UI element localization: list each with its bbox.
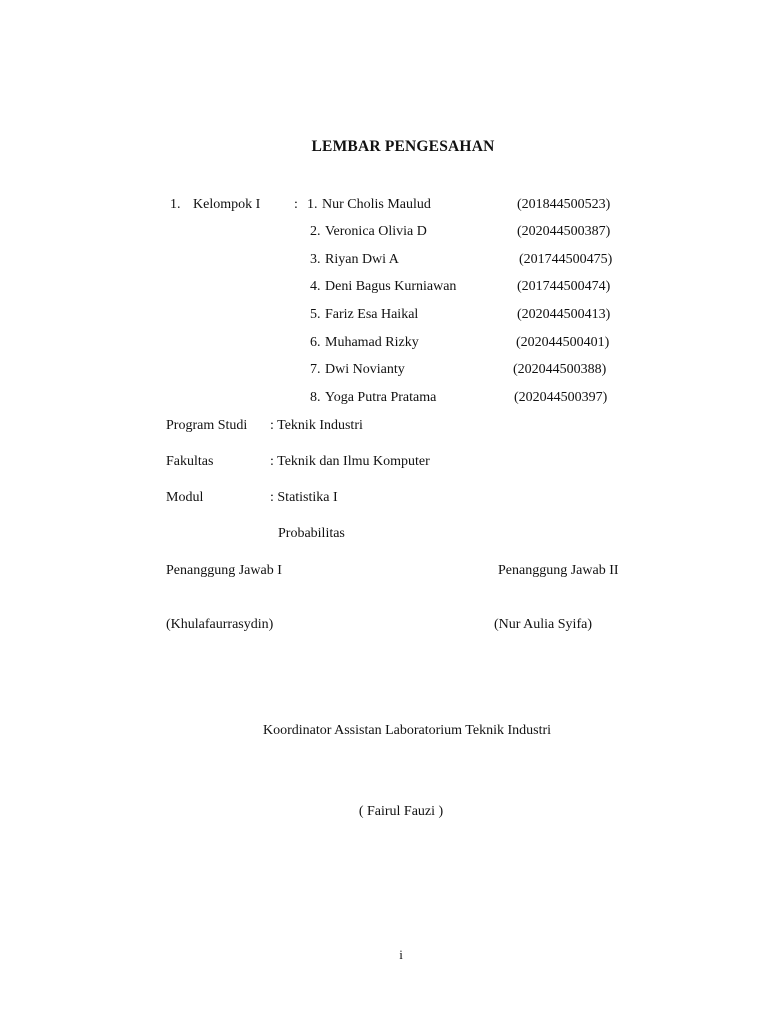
member-id: (202044500397) <box>514 390 608 405</box>
member-name: Yoga Putra Pratama <box>325 390 437 405</box>
signature-right-title: Penanggung Jawab II <box>498 563 619 578</box>
modul-value: : Statistika I <box>270 490 338 505</box>
module-subtitle: Probabilitas <box>278 526 345 541</box>
member-name: Nur Cholis Maulud <box>322 197 431 212</box>
member-number: 8. <box>310 390 321 405</box>
member-name: Dwi Novianty <box>325 362 405 377</box>
fakultas-value: : Teknik dan Ilmu Komputer <box>270 454 430 469</box>
page-title: LEMBAR PENGESAHAN <box>311 138 495 155</box>
member-name: Muhamad Rizky <box>325 335 419 350</box>
signature-left-title: Penanggung Jawab I <box>166 563 282 578</box>
coordinator-name: ( Fairul Fauzi ) <box>358 804 444 819</box>
member-number: 7. <box>310 362 321 377</box>
program-studi-value: : Teknik Industri <box>270 418 363 433</box>
modul-label: Modul <box>166 490 204 505</box>
member-id: (201844500523) <box>517 197 611 212</box>
signature-right-name: (Nur Aulia Syifa) <box>494 617 592 632</box>
member-number: 5. <box>310 307 321 322</box>
member-number: 1. <box>307 197 318 212</box>
group-colon: : <box>294 197 298 212</box>
member-name: Veronica Olivia D <box>325 224 427 239</box>
member-name: Riyan Dwi A <box>325 252 399 267</box>
member-number: 2. <box>310 224 321 239</box>
page-number: i <box>399 947 403 962</box>
member-id: (201744500474) <box>517 279 611 294</box>
member-id: (202044500388) <box>513 362 607 377</box>
member-id: (202044500387) <box>517 224 611 239</box>
group-number: 1. <box>170 197 181 212</box>
member-number: 6. <box>310 335 321 350</box>
group-label: Kelompok I <box>193 197 261 212</box>
fakultas-label: Fakultas <box>166 454 214 469</box>
member-id: (201744500475) <box>519 252 613 267</box>
member-number: 3. <box>310 252 321 267</box>
signature-left-name: (Khulafaurrasydin) <box>166 617 274 632</box>
member-name: Deni Bagus Kurniawan <box>325 279 457 294</box>
member-id: (202044500401) <box>516 335 610 350</box>
member-number: 4. <box>310 279 321 294</box>
member-id: (202044500413) <box>517 307 611 322</box>
program-studi-label: Program Studi <box>166 418 248 433</box>
coordinator-title: Koordinator Assistan Laboratorium Teknik Industri <box>262 723 552 738</box>
member-name: Fariz Esa Haikal <box>325 307 419 322</box>
